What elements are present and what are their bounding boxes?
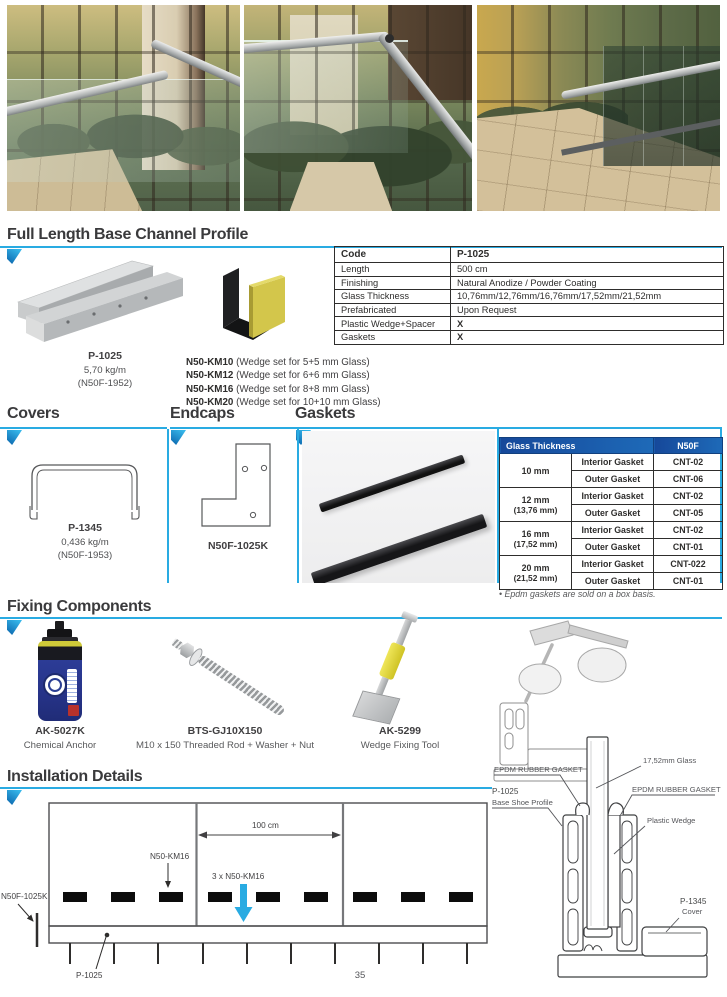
endcap-leader (18, 904, 33, 921)
wedge-art (223, 268, 285, 340)
col-header-thickness: Glass Thickness (500, 438, 654, 454)
spec-label: Length (335, 263, 451, 277)
gasket-code: CNT-02 (654, 454, 723, 471)
section-rule (0, 787, 492, 789)
section-title-fixing: Fixing Components (7, 598, 152, 615)
tool-grip-art (379, 642, 406, 681)
plastic-wedge-art (608, 815, 620, 927)
wedge-set-list (186, 356, 380, 410)
cover-code-label: P-1345 (680, 897, 707, 906)
gasket-type: Interior Gasket (572, 454, 654, 471)
corner-flag-icon (7, 620, 22, 635)
wedge-code: N50-KM20 (186, 397, 234, 409)
spec-value: X (451, 317, 724, 331)
thickness: 16 mm (521, 528, 550, 539)
dimension-arrow-right-icon (332, 832, 341, 839)
glass-art (587, 737, 608, 929)
photo-art-layer (7, 79, 240, 182)
cover-outline (30, 465, 139, 519)
spec-value: X (451, 330, 724, 344)
profile-leader (96, 937, 106, 969)
wedge-marks (63, 892, 473, 902)
gasket-left-art (576, 803, 590, 815)
cartridge-label-art (43, 673, 67, 697)
table-row (335, 263, 724, 277)
gasket-type: Interior Gasket (572, 556, 654, 573)
product-weight: 0,436 kg/m (61, 536, 109, 548)
down-arrow-icon (235, 884, 253, 922)
endcap-label: N50F-1025K (1, 892, 48, 901)
wedge-code: N50-KM16 (186, 383, 234, 395)
dimension-label: 100 cm (252, 821, 279, 830)
table-row (500, 522, 723, 539)
wedge-set-item (186, 369, 380, 382)
tool-art (353, 607, 432, 726)
anchor-ticks (37, 913, 467, 964)
product-desc: Wedge Fixing Tool (360, 739, 440, 751)
thickness-alt: (17,52 mm) (513, 538, 558, 549)
endcap-caption (193, 540, 283, 554)
wedge-label: N50-KM16 (150, 852, 190, 861)
table-row (335, 303, 724, 317)
thickness: 12 mm (521, 494, 550, 505)
leader-dot (105, 933, 110, 938)
threaded-rod-image (165, 622, 290, 722)
gasket-strip-art (319, 455, 466, 513)
fixing-caption-tool (330, 725, 470, 752)
thickness-cell (500, 522, 572, 556)
section-title-endcaps: Endcaps (170, 405, 235, 422)
gasket-product-image (302, 431, 495, 583)
tool-shaft-art (396, 619, 412, 646)
gasket-code: CNT-06 (654, 471, 723, 488)
wedge-desc: (Wedge set for 10+10 mm Glass) (233, 397, 381, 409)
section-title-profile: Full Length Base Channel Profile (7, 226, 249, 243)
wedge-set-item (186, 356, 380, 369)
wedge-set-image (205, 258, 305, 353)
profile-label: P-1025 (76, 971, 103, 980)
spec-label: Glass Thickness (335, 290, 451, 304)
section-rule (295, 427, 722, 429)
cover-art (642, 927, 707, 956)
product-alt-code: (N50F-1952) (77, 378, 133, 389)
product-code: AK-5027K (35, 725, 85, 737)
base-channel-profile-image (6, 252, 191, 352)
product-alt-code: (N50F-1953) (57, 550, 113, 561)
rod-art (168, 634, 289, 721)
gasket-type: Outer Gasket (572, 471, 654, 488)
section-rule (0, 427, 167, 429)
corner-flag-icon (7, 430, 22, 445)
gasket-type: Interior Gasket (572, 488, 654, 505)
table-row (500, 488, 723, 505)
thickness: 20 mm (521, 562, 550, 573)
gasket-code: CNT-02 (654, 488, 723, 505)
gasket-code: CNT-02 (654, 522, 723, 539)
gasket-type: Outer Gasket (572, 573, 654, 590)
wedge-set-label: 3 x N50-KM16 (212, 872, 265, 881)
endcap-outline (202, 444, 270, 526)
glass-label: 17,52mm Glass (643, 756, 697, 765)
wedge-code: N50-KM12 (186, 370, 234, 382)
thickness-cell (500, 454, 572, 488)
shoe-name-label: Base Shoe Profile (492, 798, 553, 807)
gasket-code: CNT-01 (654, 573, 723, 590)
thickness: 10 mm (521, 465, 550, 476)
section-title-covers: Covers (7, 405, 60, 422)
thickness-cell (500, 556, 572, 590)
spec-label: Gaskets (335, 330, 451, 344)
spec-label: Prefabricated (335, 303, 451, 317)
cover-profile-drawing (22, 452, 147, 520)
spec-value: P-1025 (451, 247, 724, 263)
spec-table (334, 246, 724, 345)
gasket-type: Interior Gasket (572, 522, 654, 539)
endcap-drawing (198, 440, 276, 532)
table-row (335, 247, 724, 263)
installation-diagram (0, 795, 500, 997)
wedge-desc: (Wedge set for 5+5 mm Glass) (233, 357, 370, 368)
spec-value: Upon Request (451, 303, 724, 317)
fixing-caption-anchor (0, 725, 120, 752)
gasket-note: • Epdm gaskets are sold on a box basis. (499, 589, 656, 599)
section-divider (297, 429, 299, 583)
wedge-desc: (Wedge set for 6+6 mm Glass) (233, 370, 370, 382)
dimension-arrow-left-icon (198, 832, 207, 839)
corner-flag-icon (171, 430, 186, 445)
chemical-anchor-image (34, 621, 86, 725)
table-row (500, 454, 723, 471)
col-header-n50f: N50F (654, 438, 723, 454)
page-number: 35 (354, 970, 366, 981)
thickness-alt: (13,76 mm) (513, 504, 558, 515)
wedge-code: N50-KM10 (186, 357, 234, 368)
table-row (335, 317, 724, 331)
product-code: BTS-GJ10X150 (187, 725, 263, 737)
photo-art-layer (244, 40, 408, 153)
gasket-code: CNT-05 (654, 505, 723, 522)
dimension-line (198, 832, 341, 839)
railing-photo-1 (7, 5, 240, 211)
product-code: P-1345 (68, 522, 102, 534)
gasket-strip-art (311, 514, 488, 583)
cover-caption (15, 522, 155, 563)
table-row (500, 556, 723, 573)
section-title-gaskets: Gaskets (295, 405, 356, 422)
spec-value: 500 cm (451, 263, 724, 277)
product-code: N50F-1025K (207, 540, 269, 552)
railing-photo-2 (244, 5, 472, 211)
thickness-alt: (21,52 mm) (513, 572, 558, 583)
gasket-right-label: EPDM RUBBER GASKET (632, 785, 721, 794)
gasket-table (499, 437, 723, 590)
railing-photo-3 (477, 5, 720, 211)
shoe-code-label: P-1025 (492, 787, 519, 796)
wedge-desc: (Wedge set for 8+8 mm Glass) (233, 383, 370, 395)
cartridge-label-art (67, 669, 77, 703)
profile-caption (25, 350, 185, 391)
aluminum-channel-art (18, 261, 183, 342)
product-weight: 5,70 kg/m (83, 364, 127, 376)
spec-label: Plastic Wedge+Spacer (335, 317, 451, 331)
section-title-installation: Installation Details (7, 768, 143, 785)
spec-value: 10,76mm/12,76mm/16,76mm/17,52mm/21,52mm (451, 290, 724, 304)
product-code: AK-5299 (378, 725, 422, 737)
section-rule (170, 427, 297, 429)
table-row (335, 290, 724, 304)
thickness-cell (500, 488, 572, 522)
cross-section-diagram (480, 615, 727, 997)
spec-label: Finishing (335, 276, 451, 290)
spec-value: Natural Anodize / Powder Coating (451, 276, 724, 290)
product-code: P-1025 (88, 350, 122, 362)
table-row (335, 330, 724, 344)
table-row (335, 276, 724, 290)
tool-blade-art (352, 690, 400, 724)
rod-shaft-art (197, 654, 286, 717)
plastic-wedge-label: Plastic Wedge (647, 816, 696, 825)
product-desc: M10 x 150 Threaded Rod + Washer + Nut (135, 739, 315, 751)
base-channel-art (49, 926, 487, 943)
product-desc: Chemical Anchor (23, 739, 97, 751)
table-header-row (500, 438, 723, 454)
spec-label: Code (335, 247, 451, 263)
cartridge-label-art (68, 705, 79, 716)
gasket-type: Outer Gasket (572, 505, 654, 522)
section-divider (167, 429, 169, 583)
gasket-type: Outer Gasket (572, 539, 654, 556)
cover-name-label: Cover (682, 907, 703, 916)
gasket-code: CNT-022 (654, 556, 723, 573)
fixing-caption-rod (125, 725, 325, 752)
gasket-code: CNT-01 (654, 539, 723, 556)
wedge-tool-image (362, 612, 442, 727)
gasket-left-label: EPDM RUBBER GASKET (494, 765, 583, 774)
wedge-set-item (186, 383, 380, 396)
